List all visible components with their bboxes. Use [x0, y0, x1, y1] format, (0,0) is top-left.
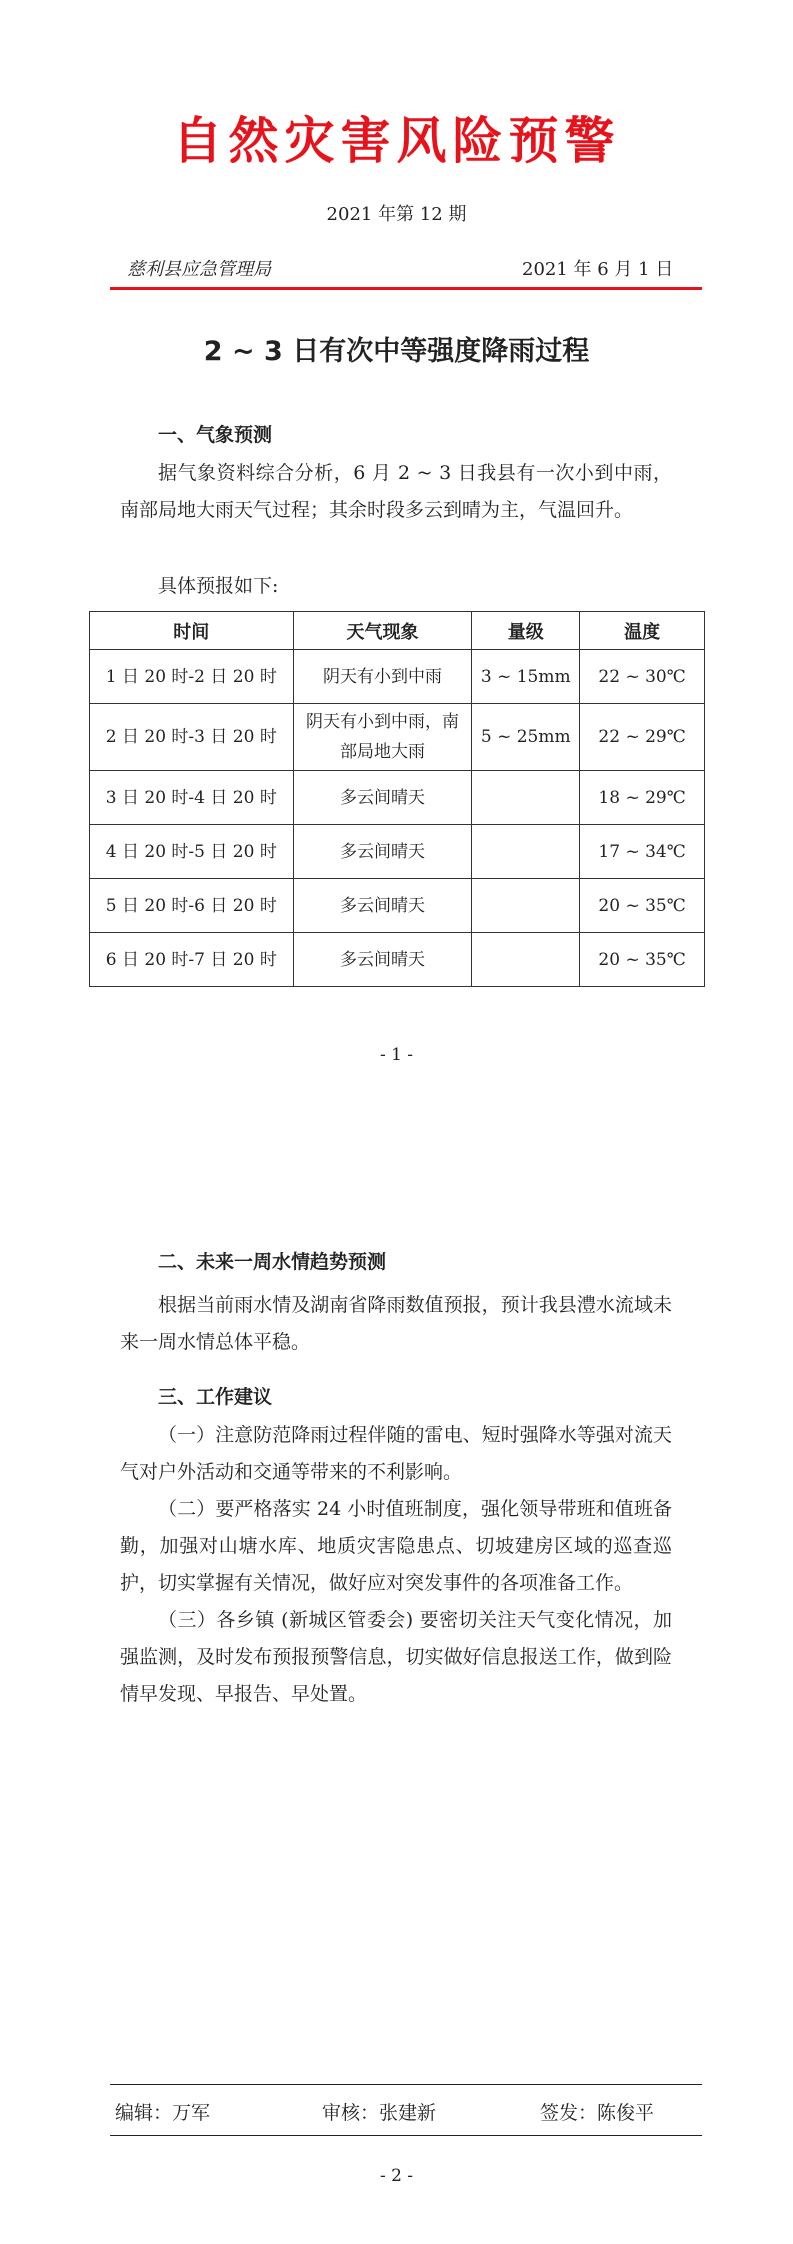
issuing-organization: 慈利县应急管理局	[127, 259, 271, 280]
table-row	[90, 879, 705, 933]
footer-top-rule	[110, 2084, 702, 2085]
cell-time: 5 日 20 时-6 日 20 时	[90, 879, 294, 933]
cell-temperature: 18 ~ 29℃	[580, 771, 705, 825]
advice-list	[120, 1417, 672, 1713]
cell-weather: 阴天有小到中雨	[293, 650, 472, 704]
issue-date: 2021 年 6 月 1 日	[522, 259, 674, 280]
cell-weather: 阴天有小到中雨，南部局地大雨	[293, 704, 472, 771]
footer-editor: 编辑：万军	[115, 2102, 211, 2124]
cell-amount	[472, 879, 580, 933]
cell-time: 4 日 20 时-5 日 20 时	[90, 825, 294, 879]
section-heading-weather: 一、气象预测	[158, 424, 273, 446]
table-header-row	[90, 612, 705, 650]
cell-time: 3 日 20 时-4 日 20 时	[90, 771, 294, 825]
cell-amount	[472, 771, 580, 825]
footer-issuer: 签发：陈俊平	[540, 2102, 655, 2124]
forecast-table	[89, 611, 705, 987]
weather-summary-text: 据气象资料综合分析，6 月 2 ~ 3 日我县有一次小到中雨，南部局地大雨天气过程；其余时段多云到晴为主，气温回升。	[120, 462, 672, 521]
table-intro: 具体预报如下:	[158, 575, 279, 597]
cell-time: 6 日 20 时-7 日 20 时	[90, 933, 294, 987]
footer-bottom-rule	[110, 2135, 702, 2136]
weather-summary	[120, 455, 672, 529]
cell-amount	[472, 825, 580, 879]
header-amount: 量级	[472, 612, 580, 650]
table-row	[90, 933, 705, 987]
page-number-1: - 1 -	[379, 1045, 414, 1065]
section-heading-advice: 三、工作建议	[158, 1386, 273, 1408]
cell-temperature: 22 ~ 29℃	[580, 704, 705, 771]
cell-time: 2 日 20 时-3 日 20 时	[90, 704, 294, 771]
table-row	[90, 650, 705, 704]
advice-item: （一）注意防范降雨过程伴随的雷电、短时强降水等强对流天气对户外活动和交通等带来的不利影响。	[120, 1424, 672, 1483]
cell-amount	[472, 933, 580, 987]
table-row	[90, 825, 705, 879]
cell-weather: 多云间晴天	[293, 879, 472, 933]
cell-temperature: 22 ~ 30℃	[580, 650, 705, 704]
header-time: 时间	[90, 612, 294, 650]
cell-weather: 多云间晴天	[293, 825, 472, 879]
footer-reviewer: 审核：张建新	[322, 2102, 437, 2124]
water-forecast	[120, 1287, 672, 1361]
table-row	[90, 771, 705, 825]
section-heading-water: 二、未来一周水情趋势预测	[158, 1251, 387, 1273]
advice-item: （三）各乡镇 (新城区管委会) 要密切关注天气变化情况，加强监测，及时发布预报预警信息，切实做好信息报送工作，做到险情早发现、早报告、早处置。	[120, 1609, 672, 1705]
cell-amount: 5 ~ 25mm	[472, 704, 580, 771]
cell-temperature: 20 ~ 35℃	[580, 879, 705, 933]
cell-time: 1 日 20 时-2 日 20 时	[90, 650, 294, 704]
water-forecast-text: 根据当前雨水情及湖南省降雨数值预报，预计我县澧水流域未来一周水情总体平稳。	[120, 1294, 672, 1353]
cell-weather: 多云间晴天	[293, 771, 472, 825]
masthead-title: 自然灾害风险预警	[172, 111, 621, 170]
header-temperature: 温度	[580, 612, 705, 650]
table-row	[90, 704, 705, 771]
document-title: 2 ~ 3 日有次中等强度降雨过程	[203, 336, 590, 367]
issue-number: 2021 年第 12 期	[326, 204, 467, 225]
cell-temperature: 20 ~ 35℃	[580, 933, 705, 987]
cell-weather: 多云间晴天	[293, 933, 472, 987]
advice-item: （二）要严格落实 24 小时值班制度，强化领导带班和值班备勤，加强对山塘水库、地质灾害隐患点、切坡建房区域的巡查巡护，切实掌握有关情况，做好应对突发事件的各项准备工作。	[120, 1498, 672, 1594]
cell-amount: 3 ~ 15mm	[472, 650, 580, 704]
masthead-divider	[110, 287, 702, 290]
cell-temperature: 17 ~ 34℃	[580, 825, 705, 879]
page-number-2: - 2 -	[379, 2166, 414, 2186]
header-weather: 天气现象	[293, 612, 472, 650]
